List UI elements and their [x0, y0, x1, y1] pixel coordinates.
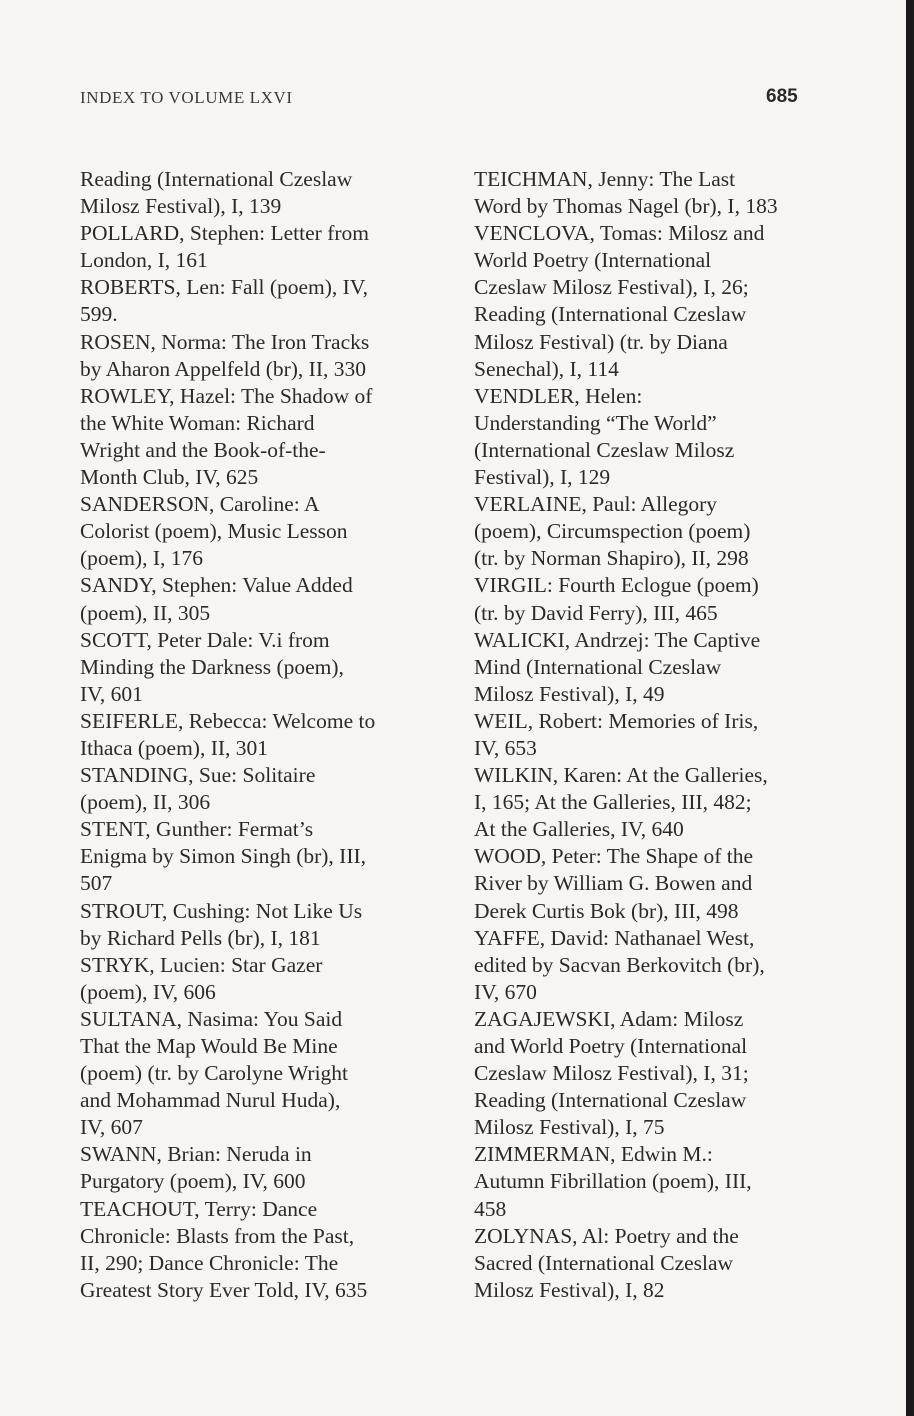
- index-entry-line: VIRGIL: Fourth Eclogue (poem): [474, 573, 759, 598]
- index-entry: [474, 762, 824, 843]
- index-entry-line: SANDERSON, Caroline: A: [80, 492, 320, 517]
- index-entry-line: I, 165; At the Galleries, III, 482;: [474, 790, 752, 815]
- index-entry-line: Czeslaw Milosz Festival), I, 26;: [474, 275, 749, 300]
- index-entry-line: II, 290; Dance Chronicle: The: [80, 1250, 339, 1275]
- index-entry-line: Sacred (International Czeslaw: [474, 1250, 734, 1275]
- index-entry-line: POLLARD, Stephen: Letter from: [80, 221, 370, 246]
- index-entry-line: WALICKI, Andrzej: The Captive: [474, 627, 761, 652]
- index-entry-line: and Mohammad Nurul Huda),: [80, 1088, 341, 1113]
- index-entry: [80, 627, 430, 708]
- index-entry-line: Purgatory (poem), IV, 600: [80, 1169, 306, 1194]
- index-entry: [80, 220, 430, 274]
- index-entry-line: by Richard Pells (br), I, 181: [80, 925, 321, 950]
- index-entry-line: Reading (International Czeslaw: [474, 1088, 747, 1113]
- index-entry-line: Word by Thomas Nagel (br), I, 183: [474, 194, 778, 219]
- index-entry-line: Enigma by Simon Singh (br), III,: [80, 844, 367, 869]
- index-entry-line: edited by Sacvan Berkovitch (br),: [474, 952, 765, 977]
- index-entry: [80, 1141, 430, 1195]
- index-entry-line: Milosz Festival), I, 75: [474, 1115, 665, 1140]
- index-entry-line: (tr. by David Ferry), III, 465: [474, 600, 718, 625]
- index-entry: [80, 816, 430, 897]
- index-entry-line: Minding the Darkness (poem),: [80, 654, 344, 679]
- index-entry-line: (poem), Circumspection (poem): [474, 519, 751, 544]
- index-entry-line: ZAGAJEWSKI, Adam: Milosz: [474, 1006, 744, 1031]
- index-entry-line: VERLAINE, Paul: Allegory: [474, 492, 718, 517]
- index-entry-line: IV, 670: [474, 979, 537, 1004]
- page-number: 685: [766, 86, 798, 107]
- index-entry: [80, 274, 430, 328]
- index-entry-line: That the Map Would Be Mine: [80, 1034, 338, 1058]
- index-entry: [80, 1006, 430, 1141]
- index-entry-line: Senechal), I, 114: [474, 356, 619, 381]
- index-entry-line: the White Woman: Richard: [80, 410, 315, 435]
- index-entry-line: WILKIN, Karen: At the Galleries,: [474, 763, 768, 788]
- index-entry-line: (poem), I, 176: [80, 546, 203, 571]
- index-entry-line: River by William G. Bowen and: [474, 871, 753, 896]
- index-entry-line: TEICHMAN, Jenny: The Last: [474, 167, 736, 191]
- index-entry-line: Wright and the Book-of-the-: [80, 437, 326, 462]
- index-entry-line: Festival), I, 129: [474, 465, 611, 490]
- index-entry: [474, 572, 824, 626]
- index-entry-line: ZIMMERMAN, Edwin M.:: [474, 1142, 713, 1167]
- index-entry: [80, 1196, 430, 1304]
- index-entry-line: Reading (International Czeslaw: [474, 302, 747, 327]
- index-entry-line: Reading (International Czeslaw: [80, 167, 353, 191]
- index-entry-line: (poem), IV, 606: [80, 979, 216, 1004]
- index-entry-line: London, I, 161: [80, 248, 208, 273]
- index-entry: [474, 708, 824, 762]
- index-entry-line: ROBERTS, Len: Fall (poem), IV,: [80, 275, 368, 300]
- index-entry: [80, 383, 430, 491]
- index-entry-line: Chronicle: Blasts from the Past,: [80, 1223, 355, 1248]
- index-entry-line: VENCLOVA, Tomas: Milosz and: [474, 221, 765, 246]
- page-edge: [906, 0, 914, 1416]
- index-entry-line: SANDY, Stephen: Value Added: [80, 573, 353, 598]
- index-entry-line: Ithaca (poem), II, 301: [80, 735, 269, 760]
- index-entry: [474, 220, 824, 383]
- index-entry-line: Milosz Festival), I, 49: [474, 681, 665, 706]
- index-entry: [80, 898, 430, 952]
- index-entry-line: Derek Curtis Bok (br), III, 498: [474, 898, 739, 923]
- index-entry-line: ROWLEY, Hazel: The Shadow of: [80, 383, 373, 408]
- index-entry-line: Milosz Festival) (tr. by Diana: [474, 329, 728, 354]
- index-entry: [474, 383, 824, 491]
- index-entry: [80, 166, 430, 220]
- index-entry: [474, 166, 824, 220]
- index-entry-line: IV, 653: [474, 735, 537, 760]
- index-entry-line: Czeslaw Milosz Festival), I, 31;: [474, 1061, 749, 1086]
- index-entry: [80, 762, 430, 816]
- index-entry: [474, 1223, 824, 1304]
- index-entry-line: STENT, Gunther: Fermat’s: [80, 817, 314, 842]
- index-entry: [80, 952, 430, 1006]
- index-entry-line: STANDING, Sue: Solitaire: [80, 763, 316, 788]
- index-entry-line: and World Poetry (International: [474, 1034, 748, 1058]
- index-entry: [474, 1006, 824, 1141]
- index-entry: [474, 843, 824, 924]
- index-entry: [80, 491, 430, 572]
- index-entry-line: VENDLER, Helen:: [474, 383, 643, 408]
- index-entry-line: At the Galleries, IV, 640: [474, 817, 684, 842]
- index-entry-line: SEIFERLE, Rebecca: Welcome to: [80, 708, 376, 733]
- index-entry-line: 507: [80, 871, 113, 896]
- index-entry: [80, 329, 430, 383]
- index-entry-line: WEIL, Robert: Memories of Iris,: [474, 708, 759, 733]
- index-entry-line: SULTANA, Nasima: You Said: [80, 1006, 343, 1031]
- index-entry-line: (tr. by Norman Shapiro), II, 298: [474, 546, 749, 571]
- index-entry: [80, 572, 430, 626]
- index-entry: [80, 708, 430, 762]
- index-entry-line: YAFFE, David: Nathanael West,: [474, 925, 755, 950]
- index-column-right: [474, 166, 824, 1304]
- index-entry: [474, 491, 824, 572]
- running-head: INDEX TO VOLUME LXVI: [80, 88, 293, 107]
- index-entry-line: (International Czeslaw Milosz: [474, 437, 735, 462]
- index-entry-line: ZOLYNAS, Al: Poetry and the: [474, 1223, 739, 1248]
- index-entry-line: Colorist (poem), Music Lesson: [80, 519, 348, 544]
- index-entry-line: 599.: [80, 302, 118, 327]
- index-entry-line: STRYK, Lucien: Star Gazer: [80, 952, 323, 977]
- index-entry-line: 458: [474, 1196, 507, 1221]
- index-entry-line: SCOTT, Peter Dale: V.i from: [80, 627, 330, 652]
- index-entry-line: (poem) (tr. by Carolyne Wright: [80, 1061, 349, 1086]
- index-entry-line: Autumn Fibrillation (poem), III,: [474, 1169, 752, 1194]
- index-entry-line: SWANN, Brian: Neruda in: [80, 1142, 312, 1167]
- index-entry-line: Month Club, IV, 625: [80, 465, 259, 490]
- index-entry-line: (poem), II, 306: [80, 790, 211, 815]
- index-entry-line: WOOD, Peter: The Shape of the: [474, 844, 754, 869]
- index-entry-line: by Aharon Appelfeld (br), II, 330: [80, 356, 366, 381]
- index-entry-line: Understanding “The World”: [474, 410, 717, 435]
- index-entry-line: Mind (International Czeslaw: [474, 654, 722, 679]
- index-entry-line: STROUT, Cushing: Not Like Us: [80, 898, 363, 923]
- index-entry-line: Milosz Festival), I, 82: [474, 1277, 665, 1302]
- index-entry-line: Greatest Story Ever Told, IV, 635: [80, 1277, 368, 1302]
- index-entry-line: Milosz Festival), I, 139: [80, 194, 282, 219]
- index-entry-line: IV, 607: [80, 1115, 143, 1140]
- index-entry-line: IV, 601: [80, 681, 143, 706]
- index-entry-line: (poem), II, 305: [80, 600, 211, 625]
- index-entry: [474, 925, 824, 1006]
- index-entry-line: World Poetry (International: [474, 248, 712, 273]
- index-entry: [474, 1141, 824, 1222]
- index-entry-line: TEACHOUT, Terry: Dance: [80, 1196, 318, 1221]
- index-entry: [474, 627, 824, 708]
- index-entry-line: ROSEN, Norma: The Iron Tracks: [80, 329, 370, 354]
- index-column-left: [80, 166, 430, 1304]
